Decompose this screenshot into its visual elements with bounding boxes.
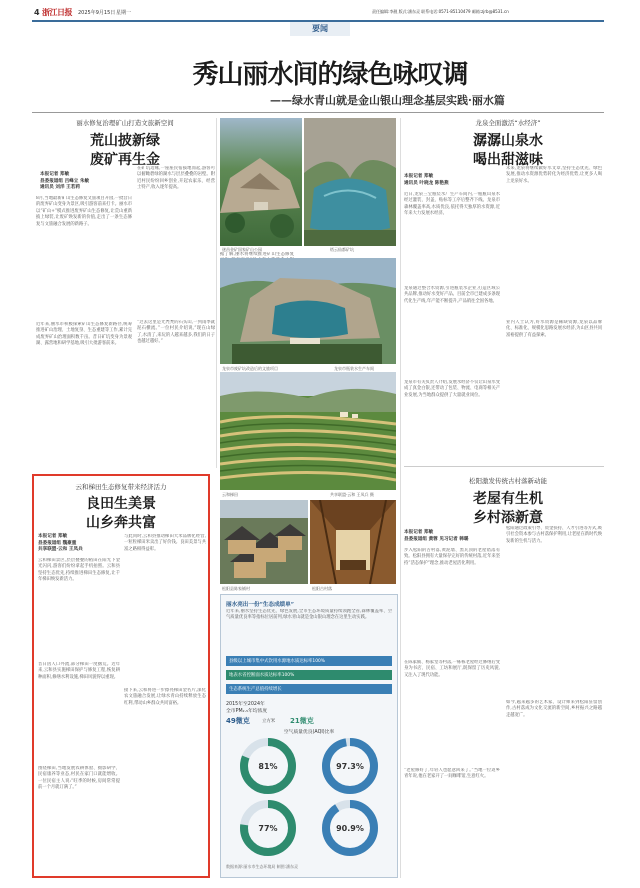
story3-para-2: 昔日因人口外流,部分梯田一度撂荒。近年来,云和县实施梯田保护与修复工程,恢复耕种面积,修缮水利设施,梯田风貌得以重现。 <box>38 662 120 680</box>
masthead-paper-name: 浙江日报 <box>42 7 72 17</box>
inset-chart-value-2: 立方米 <box>262 719 276 724</box>
divider-right-mid <box>404 466 604 467</box>
page-number: 4 <box>34 8 40 17</box>
story2-para-3: 龙泉市有关负责人介绍,发展水经济不仅让山泉水变成了真金白银,还带动了包装、物流、电商等相关产业发展,为当地群众提供了大量就业岗位。 <box>404 380 500 398</box>
story3-byline-2: 县委报道组 魏豪重 <box>38 540 77 546</box>
story3-para-3: 围绕梯田,当地发展农耕体验、摄影研学、民宿康养等业态,村民在家门口就能增收。一位民宿主人说:“旺季的时候,房间常常提前一个月就订满了。” <box>38 766 120 791</box>
photo-mine-lake <box>304 118 396 246</box>
section-title: 要闻 <box>312 23 328 33</box>
story1-para-4: “过去这里是光秃秃的石头山,一到雨季就泥石横流。”一位村民介绍说,“现在山绿了,水清了,来玩的人越来越多,我们的日子也越过越好。” <box>137 320 215 345</box>
inset-head: 丽水亮出一份“生态成绩单” <box>226 602 294 608</box>
photo-caption-6: 松阳县陈家铺村 <box>222 586 250 591</box>
story3-title-line2: 山乡奔共富 <box>86 515 156 531</box>
story1-para-2: 近年来,丽水市积极探索矿山生态修复新路径,统筹推进矿山治理、土地复垦、生态重建等工作,累计完成废弃矿山治理面积数千亩。昔日矿坑变身为景观湖、露营地和研学基地,吸引大批游客前来。 <box>36 322 132 347</box>
photo-mine-resort <box>220 258 396 364</box>
story1-title-line1: 荒山披新绿 <box>90 133 160 149</box>
photo-caption-7: 松阳古村落 <box>312 586 332 591</box>
donut-label-4: 90.9% <box>336 824 364 833</box>
photo-credit: 共享联盟·云和 王凤兵 摄 <box>330 492 374 497</box>
story3-para-5: 接下来,云和将进一步擦亮梯田金名片,深化农文旅融合发展,让绿水青山持续释放生态红利,带动山乡群众共同富裕。 <box>124 688 206 706</box>
editor-info: 责任编辑:李靓 版式:潘东灵 联系电话:0571-85110479 邮箱:zjrb@8531.cn <box>372 9 509 14</box>
story4-para-5: 如今,越来越多的艺术家、设计师来到松阳驻留创作,古村落成为文化交流的新空间,乡村振兴之路越走越宽广。 <box>506 700 602 718</box>
aqi-donut-chart <box>226 736 392 860</box>
story4-para-1: 步入松阳的古村落,黄泥墙、黑瓦顶的老屋错落有致。松阳县拥有大量保存完好的传统村落,近年来坚持“活态保护”理念,推动老屋活化利用。 <box>404 548 500 566</box>
inset-stat-2: 地表水省控断面水质达标率100% <box>226 670 392 680</box>
story2-kicker: 龙泉全面激活“水经济” <box>475 119 541 127</box>
story1-byline-1: 本报记者 郑敏 <box>40 172 70 177</box>
inset-note: 数据来源:丽水市生态环境局 制图:潘东灵 <box>226 864 298 869</box>
photo-terraces <box>220 372 396 490</box>
story1-para-1: 8月,当地最新矿山生态修复文旅项目开园,一批昔日的废弃矿山变身为景区,吸引游客前来打卡。丽水市以“矿山+”模式推进废弃矿山生态修复,让荒山重新披上绿装,让废矿焕发新的价值,走出了一条生态修复与文旅融合发展的新路子。 <box>36 196 132 227</box>
photo-quarry-forest <box>220 118 302 246</box>
story3-para-4: 与此同时,云和县推动梯田大米品牌化经营,一粒粒梯田米卖出了好价钱。良田美景与共富之路相得益彰。 <box>124 534 206 552</box>
story3-byline-1: 本报记者 郑敏 <box>38 534 68 539</box>
inset-body: 近年来,丽水坚持生态优先、绿色发展,全市生态环境质量持续领跑全省,森林覆盖率、空气质量优良率等指标位居前列,绿水青山就是金山银山理念在这里生动实践。 <box>226 609 392 621</box>
story4-byline-1: 本报记者 郑敏 <box>404 530 434 535</box>
story1-para-3: 在矿坑边缘,一座座民宿拔地而起,游客可以俯瞰碧绿的湖水与层层叠叠的岩壁。附近村民纷纷回乡创业,开起农家乐、经营土特产,收入逐年提高。 <box>137 166 215 191</box>
story2-para-1: 近日,龙泉三宝瓶装水厂生产车间内,一瓶瓶山泉水经过灌装、封盖、贴标等工序后整齐下线。龙泉市森林覆盖率高,水质优良,依托得天独厚的水资源,近年来大力发展水经济。 <box>404 192 500 217</box>
inset-stat-3: 生态系统生产总值持续增长 <box>226 684 392 694</box>
inset-chart-value-1: 49微克 <box>226 717 250 725</box>
story3-byline-3: 共享联盟·云和 王凤兵 <box>38 547 83 552</box>
photo-caption-3: 龙泉市废矿坑改造后的文旅项目 <box>222 366 278 371</box>
masthead-date: 2025年9月15日 <box>78 10 116 16</box>
story2-para-2: 龙泉通过整合水资源,引进瓶装水企业,打造区域公共品牌,推动好水变好产品。目前全市已建成多条现代化生产线,年产能不断提升,产品销往全国各地。 <box>404 286 500 304</box>
story1-kicker: 丽水修复治理矿山打造文旅新空间 <box>76 119 174 127</box>
photo-caption-4: 龙泉市瓶装水生产车间 <box>334 366 374 371</box>
story4-para-3: “老屋修好了,年轻人也愿意回来了。”当地一位返乡青年说,他在老家开了一间咖啡馆,生意红火。 <box>404 768 500 780</box>
photo-caption-5: 云和梯田 <box>222 492 238 497</box>
story4-title-line2: 乡村添新意 <box>473 510 543 526</box>
story1-byline-3: 通讯员 刘洋 王若莉 <box>40 185 80 190</box>
inset-chart-label-2: 全市PM₂.₅年均浓度 <box>226 709 268 714</box>
story4-para-2: 在陈家铺、杨家堂等村落,一栋栋老屋经过修缮后变身为书店、民宿、工坊和展厅,既保留了历史风貌,又注入了现代功能。 <box>404 660 500 678</box>
inset-chart-value-3: 21微克 <box>290 717 314 725</box>
story3-kicker: 云和梯田生态修复带来经济活力 <box>75 483 167 491</box>
inset-chart-label-1: 2015年至2024年 <box>226 702 265 707</box>
donut-label-2: 97.3% <box>336 762 364 771</box>
story1-title-line2: 废矿再生金 <box>90 152 160 168</box>
story1-byline-2: 县委报道组 吕峰立 朱敏 <box>40 178 90 184</box>
story4-byline-2: 县委报道组 黄蓉 见习记者 韩璐 <box>404 536 469 542</box>
photo-village-roofs <box>220 500 308 584</box>
photo-caption-1: 遂昌金矿国家矿山公园 <box>222 247 262 252</box>
masthead-weekday: 星期一 <box>116 10 132 16</box>
photo-village-interior <box>310 500 396 584</box>
story2-para-4: 未来,龙泉将继续做好水文章,坚持生态优先、绿色发展,推动水资源优势转化为经济优势,让更多人喝上龙泉好水。 <box>506 166 602 184</box>
donut-label-3: 77% <box>258 824 278 833</box>
story2-byline-2: 通讯员 叶晓龙 陈艳燕 <box>404 180 449 186</box>
photo-caption-2: 缙云仙都矿坑 <box>330 247 354 252</box>
donut-label-1: 81% <box>258 762 278 771</box>
headline-rule <box>32 112 604 113</box>
main-subtitle: ——绿水青山就是金山银山理念基层实践·丽水篇 <box>270 94 505 107</box>
story1-para-5: 据了解,丽水将继续推进矿山生态修复 <box>220 252 294 257</box>
story2-title-line1: 潺潺山泉水 <box>473 133 543 149</box>
story2-title-line2: 喝出甜滋味 <box>473 152 543 168</box>
inset-stat-1: 县级以上城市集中式饮用水源地水质达标率100% <box>226 656 392 666</box>
story4-para-4: 松阳通过政策引导、资金扶持、人才引进等方式,吸引社会资本参与古村落保护利用,让老屋在新时代焕发新的生机与活力。 <box>506 526 602 544</box>
story4-kicker: 松阳激发传统古村落新动能 <box>469 477 547 485</box>
story3-para-1: 云和梯田景区,层层叠叠的稻田在阳光下金光闪闪,游客们纷纷拿起手机拍照。云和县坚持生态优先,持续推进梯田生态修复,让千年梯田焕发新活力。 <box>38 558 120 583</box>
story4-title-line1: 老屋有生机 <box>473 491 543 507</box>
story2-para-5: 业内人士认为,好水资源是稀缺资源,龙泉以品牌化、标准化、规模化思路发展水经济,为山区县共同富裕提供了有益探索。 <box>506 320 602 338</box>
main-headline: 秀山丽水间的绿色咏叹调 <box>192 60 468 90</box>
col-divider-1 <box>216 118 217 468</box>
inset-chart-title: 空气质量优良(AQI)比率 <box>283 730 335 735</box>
col-divider-2 <box>400 118 401 878</box>
story2-byline-1: 本报记者 郑敏 <box>404 174 434 179</box>
story3-title-line1: 良田生美景 <box>86 496 156 512</box>
